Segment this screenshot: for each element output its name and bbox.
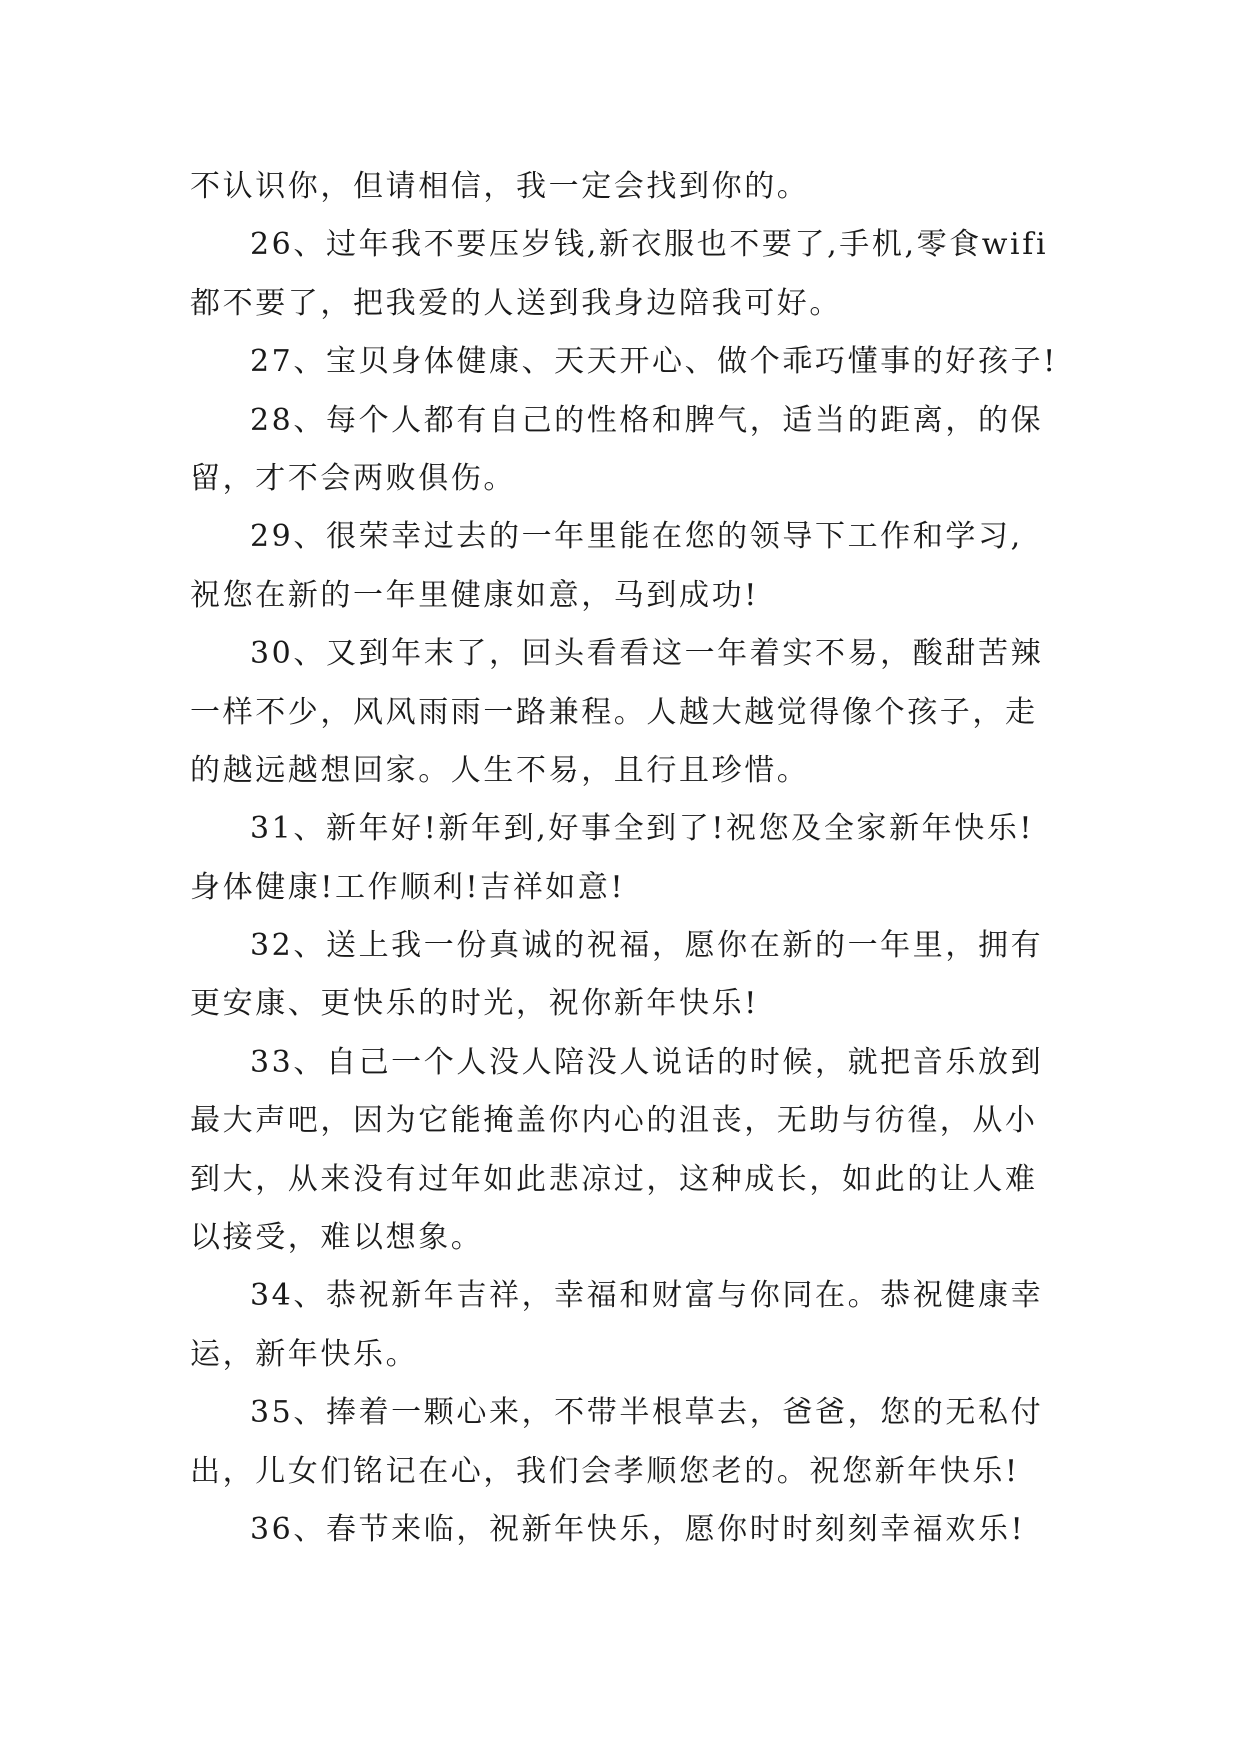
paragraph-33 (190, 1034, 1050, 1268)
paragraph-31 (190, 800, 1050, 917)
paragraph-28 (190, 392, 1050, 509)
text-line: 到大，从来没有过年如此悲凉过，这种成长，如此的让人难 (190, 1161, 1038, 1197)
paragraph-29 (190, 508, 1050, 625)
text-line: 运，新年快乐。 (190, 1336, 419, 1372)
paragraph-32 (190, 917, 1050, 1034)
document-body (190, 158, 1058, 1559)
text-line: 的越远越想回家。人生不易，且行且珍惜。 (190, 752, 810, 788)
paragraph-36 (190, 1501, 1050, 1559)
text-line: 31、新年好!新年到,好事全到了!祝您及全家新年快乐! (250, 811, 1035, 847)
paragraph-34 (190, 1267, 1050, 1384)
text-line: 身体健康!工作顺利!吉祥如意! (190, 869, 626, 905)
text-line: 29、很荣幸过去的一年里能在您的领导下工作和学习, (250, 519, 1023, 555)
text-line: 一样不少，风风雨雨一路兼程。人越大越觉得像个孩子，走 (190, 694, 1038, 730)
text-line: 留，才不会两败俱伤。 (190, 460, 516, 496)
text-line: 33、自己一个人没人陪没人说话的时候，就把音乐放到 (250, 1044, 1044, 1080)
text-line: 最大声吧，因为它能掩盖你内心的沮丧，无助与彷徨，从小 (190, 1103, 1038, 1139)
text-line: 34、恭祝新年吉祥，幸福和财富与你同在。恭祝健康幸 (250, 1278, 1044, 1314)
paragraph-continuation (190, 158, 1050, 216)
paragraph-26 (190, 216, 1050, 333)
text-line: 更安康、更快乐的时光，祝你新年快乐! (190, 986, 759, 1022)
text-line: 36、春节来临，祝新年快乐，愿你时时刻刻幸福欢乐! (250, 1511, 1026, 1547)
text-line: 祝您在新的一年里健康如意，马到成功! (190, 577, 759, 613)
text-line: 30、又到年末了，回头看看这一年着实不易，酸甜苦辣 (250, 636, 1044, 672)
paragraph-35 (190, 1384, 1050, 1501)
text-line: 不认识你，但请相信，我一定会找到你的。 (190, 169, 810, 204)
text-line: 出，儿女们铭记在心，我们会孝顺您老的。祝您新年快乐! (190, 1453, 1020, 1489)
text-line: 35、捧着一颗心来，不带半根草去，爸爸，您的无私付 (250, 1395, 1044, 1431)
text-line: 32、送上我一份真诚的祝福，愿你在新的一年里，拥有 (250, 928, 1044, 964)
paragraph-27 (190, 333, 1058, 391)
text-line: 27、宝贝身体健康、天天开心、做个乖巧懂事的好孩子! (250, 344, 1058, 380)
text-line: 28、每个人都有自己的性格和脾气，适当的距离，的保 (250, 402, 1044, 438)
text-line: 以接受，难以想象。 (190, 1220, 484, 1256)
paragraph-30 (190, 625, 1050, 800)
text-line: 26、过年我不要压岁钱,新衣服也不要了,手机,零食wifi (250, 227, 1049, 263)
text-line: 都不要了，把我爱的人送到我身边陪我可好。 (190, 285, 842, 321)
